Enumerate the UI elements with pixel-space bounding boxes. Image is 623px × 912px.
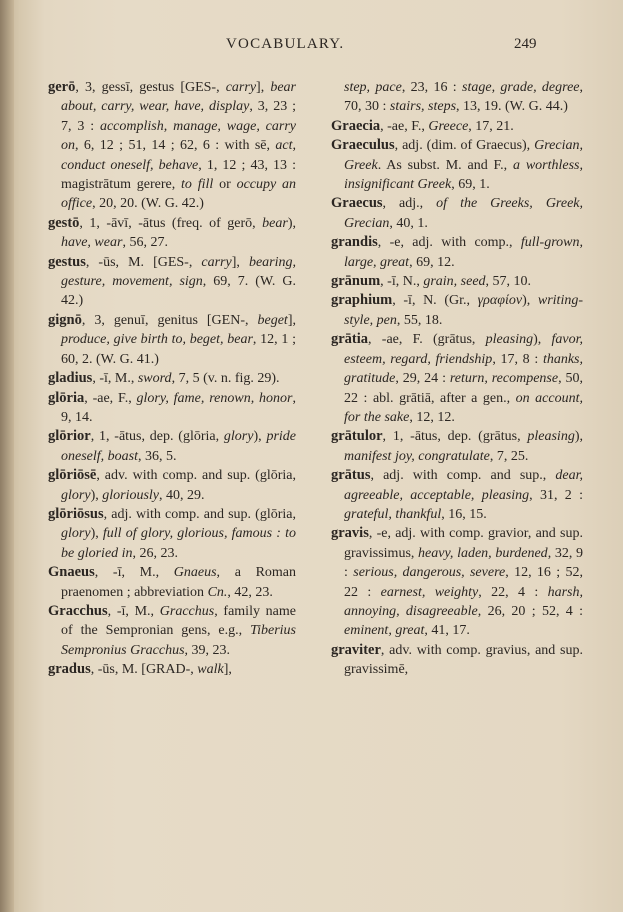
dictionary-entry	[331, 117, 583, 136]
entry-text: , 9, 14.	[61, 390, 296, 425]
entry-definition-italic: accomplish, manage, wage, carry on	[61, 118, 297, 154]
entry-text: , 56, 27.	[122, 235, 168, 251]
dictionary-entry	[331, 524, 583, 640]
entry-definition-italic: manifest joy, congratulate	[344, 448, 490, 464]
entry-text: , 70, 30 :	[344, 80, 583, 115]
entry-text: , 32, 9 :	[344, 545, 583, 581]
entry-headword: grandis	[331, 234, 378, 251]
entry-definition-italic: occupy an office	[61, 177, 296, 212]
entry-text: , 26, 23.	[132, 545, 179, 561]
entry-definition-italic: heavy, laden, burdened	[418, 545, 548, 561]
dictionary-entry	[48, 369, 296, 388]
entry-text: , -ūs, M. [GES-,	[85, 254, 202, 270]
entry-text: , 16, 15.	[441, 506, 487, 522]
entry-text: , 13, 19. (W. G. 44.)	[456, 99, 568, 115]
entry-text: , adv. with comp. gravius, and sup. gravissimē,	[344, 642, 583, 678]
entry-headword: gradus	[48, 661, 91, 678]
running-head	[0, 36, 623, 58]
entry-definition-italic: on account, for the sake	[344, 390, 583, 425]
entry-headword: grānum	[331, 273, 381, 290]
entry-text: , 1, -āvī, -ātus (freq. of gerō,	[79, 215, 263, 231]
entry-definition-italic: step, pace	[344, 80, 402, 95]
dictionary-entry	[48, 427, 296, 466]
entry-text: , adj. (dim. of Graecus),	[394, 138, 535, 154]
entry-definition-italic: return, recompense	[449, 371, 559, 387]
entry-text: , 7, 5 (v. n. fig. 29).	[171, 371, 280, 387]
entry-headword: Graeculus	[331, 137, 395, 154]
dictionary-entry	[331, 427, 583, 466]
entry-definition-italic: sword	[137, 371, 172, 387]
dictionary-entry	[48, 505, 296, 563]
entry-text: or	[213, 177, 237, 193]
entry-text: ],	[256, 80, 271, 95]
dictionary-entry	[48, 466, 296, 505]
entry-text: ],	[231, 254, 249, 270]
entry-text: , adj. with comp. and sup. (glōria,	[103, 506, 296, 522]
entry-definition-italic: glory	[223, 429, 254, 445]
page-number: 249	[514, 36, 537, 52]
entry-text: , 42, 23.	[227, 584, 273, 600]
entry-text: ),	[533, 332, 552, 348]
entry-text: ],	[287, 312, 296, 328]
dictionary-entry	[48, 78, 296, 214]
entry-headword: glōriōsē	[48, 467, 97, 484]
entry-headword: glōria	[48, 389, 85, 406]
entry-definition-italic: full of glory, glorious, famous : to be gloried in	[61, 526, 296, 561]
entry-text: , 12, 12.	[409, 409, 455, 425]
dictionary-entry	[48, 602, 296, 660]
entry-definition-italic: Cn.	[207, 584, 228, 600]
dictionary-entry	[331, 466, 583, 524]
page-title: VOCABULARY.	[226, 36, 345, 52]
entry-text: ),	[287, 215, 296, 231]
entry-headword: graviter	[331, 641, 381, 658]
entry-definition-italic: Greece	[428, 118, 469, 134]
entry-definition-italic: Gracchus	[159, 603, 215, 619]
entry-text: , -ī, M.,	[107, 603, 160, 619]
entry-headword: gestō	[48, 214, 80, 231]
entry-text: , 3, 23 ; 7, 3 :	[61, 99, 296, 134]
entry-text: , 12, 1 ; 60, 2. (W. G. 41.)	[61, 332, 296, 367]
entry-text: , 1, -ātus, dep. (grātus,	[382, 429, 528, 445]
entry-headword: grātus	[331, 467, 371, 484]
left-column	[48, 78, 296, 680]
dictionary-entry	[48, 389, 296, 428]
entry-headword: glōrior	[48, 428, 91, 445]
entry-definition-italic: serious, dangerous, severe	[353, 565, 506, 581]
entry-text: , 1, 12 ; 43, 13 : magistrātum gerere,	[61, 157, 296, 193]
entry-text: , 29, 24 :	[395, 371, 450, 387]
entry-definition-italic: carry	[225, 80, 257, 95]
book-gutter	[0, 0, 14, 912]
entry-headword: glōriōsus	[48, 505, 104, 522]
entry-text: , 69, 12.	[409, 254, 455, 270]
entry-text: , 69, 1.	[451, 177, 490, 193]
entry-definition-italic: glory	[61, 487, 91, 503]
entry-definition-italic: Gnaeus	[173, 565, 217, 581]
entry-definition-italic: have, wear	[61, 235, 123, 251]
entry-text: , 26, 20 ; 52, 4 :	[477, 603, 583, 619]
entry-text: , -ī, M.,	[92, 371, 138, 387]
entry-text: , 17, 21.	[468, 118, 514, 134]
entry-text: ),	[522, 293, 538, 309]
entry-definition-italic: harsh, annoying, disagreeable	[344, 584, 584, 619]
entry-text: ),	[90, 526, 103, 542]
entry-text: , -ūs, M. [GRAD-,	[90, 662, 198, 678]
entry-headword: grātulor	[331, 428, 383, 445]
entry-text: , -ae, F. (grātus,	[368, 332, 486, 348]
entry-text: , 57, 10.	[485, 274, 532, 290]
entry-text: , 3, genuī, genitus [GEN-,	[81, 312, 258, 328]
entry-text: , 50, 22 : abl. grātiā, after a gen.,	[344, 371, 583, 406]
entry-text: , -ae, F.,	[380, 118, 429, 134]
entry-definition-italic: full-grown, large, great	[344, 235, 583, 270]
dictionary-entry	[331, 291, 583, 330]
entry-definition-italic: act, conduct oneself, behave	[61, 138, 296, 173]
entry-definition-italic: bear about, carry, wear, have, display	[61, 80, 296, 115]
dictionary-entry	[331, 233, 583, 272]
dictionary-entry	[48, 311, 296, 369]
entry-definition-italic: stage, grade, degree	[462, 80, 580, 95]
entry-text: , family name of the Sempronian gens, e.g.,	[61, 603, 296, 639]
entry-definition-italic: grateful, thankful	[344, 506, 442, 522]
entry-definition-italic: a worthless, insignificant Greek	[344, 157, 583, 193]
entry-text: , 23, 16 :	[401, 80, 463, 95]
entry-definition-italic: eminent, great	[344, 623, 425, 639]
entry-text: , 39, 23.	[184, 642, 231, 658]
entry-headword: Graecus	[331, 195, 383, 212]
entry-definition-italic: to fill	[181, 177, 214, 193]
entry-definition-italic: grain, seed	[423, 274, 486, 290]
entry-text: , 6, 12 ; 51, 14 ; 62, 6 : with sē,	[75, 138, 276, 154]
right-column	[331, 78, 583, 680]
entry-definition-italic: dear, agreeable, acceptable, pleasing	[344, 468, 583, 503]
dictionary-entry	[331, 641, 583, 680]
dictionary-entry	[48, 660, 296, 679]
dictionary-entry	[331, 272, 583, 291]
entry-definition-italic: beget	[257, 312, 288, 328]
entry-text: ),	[253, 429, 267, 445]
entry-text: , adj.,	[382, 196, 437, 212]
entry-text: , 41, 17.	[424, 623, 470, 639]
entry-text: , 22, 4 :	[478, 584, 548, 600]
entry-headword: gravis	[331, 525, 369, 542]
entry-definition-italic: bear	[262, 215, 288, 231]
entry-definition-italic: pleasing	[527, 429, 575, 445]
entry-text: , 36, 5.	[138, 448, 177, 464]
dictionary-entry	[48, 253, 296, 311]
dictionary-entry	[48, 214, 296, 253]
entry-text: ],	[223, 662, 232, 678]
entry-headword: Graecia	[331, 117, 381, 134]
dictionary-entry	[331, 194, 583, 233]
entry-text: , -e, adj. with comp.,	[377, 235, 521, 251]
entry-text: . As subst. M. and F.,	[377, 157, 513, 173]
entry-definition-italic: thanks, gratitude	[344, 351, 583, 387]
entry-headword: Gnaeus	[48, 564, 95, 581]
entry-definition-italic: walk	[197, 662, 224, 678]
entry-text: , 12, 16 ; 52, 22 :	[344, 565, 584, 600]
entry-definition-italic: stairs, steps	[389, 99, 457, 115]
entry-definition-italic: Tiberius Sempronius Gracchus	[61, 623, 296, 658]
entry-text: , 20, 20. (W. G. 42.)	[92, 196, 204, 212]
entry-headword: gestus	[48, 253, 86, 270]
dictionary-entry	[331, 78, 583, 117]
entry-text: ),	[90, 487, 103, 503]
entry-definition-italic: favor, esteem, regard, friendship	[344, 332, 583, 367]
dictionary-entry	[331, 136, 583, 194]
entry-text: , adv. with comp. and sup. (glōria,	[96, 468, 296, 484]
entry-definition-italic: glory	[61, 526, 91, 542]
entry-definition-italic: of the Greeks, Greek, Grecian	[344, 196, 583, 231]
entry-definition-italic: Grecian, Greek	[344, 138, 583, 173]
entry-text: , 1, -ātus, dep. (glōria,	[90, 429, 224, 445]
entry-headword: grātia	[331, 331, 369, 348]
entry-text: , 17, 8 :	[492, 351, 543, 367]
entry-text: , -ī, N. (Gr.,	[392, 293, 478, 309]
entry-definition-italic: pleasing	[485, 332, 534, 348]
entry-text: , 40, 1.	[389, 215, 428, 231]
entry-text: , -ae, F.,	[84, 390, 137, 406]
entry-text: , 7, 25.	[489, 448, 529, 464]
entry-text: , 40, 29.	[159, 487, 205, 503]
entry-text: , -e, adj. with comp. gravior, and sup. gravissimus,	[344, 526, 583, 561]
entry-text: , adj. with comp. and sup.,	[370, 468, 556, 484]
entry-definition-italic: pride oneself, boast	[61, 429, 296, 464]
entry-headword: graphium	[331, 292, 393, 309]
entry-text: , 3, gessī, gestus [GES-,	[75, 80, 226, 95]
entry-text: , 31, 2 :	[529, 487, 583, 503]
entry-text: , 69, 7. (W. G. 42.)	[61, 274, 296, 309]
entry-definition-italic: gloriously	[102, 487, 160, 503]
entry-headword: gerō	[48, 79, 76, 95]
entry-headword: gignō	[48, 311, 82, 328]
entry-definition-italic: earnest, weighty	[380, 584, 479, 600]
entry-definition-italic: writing-style, pen	[344, 293, 583, 328]
entry-definition-italic: glory, fame, renown, honor	[136, 390, 293, 406]
entry-definition-italic: bearing, gesture, movement, sign	[61, 254, 296, 290]
entry-text: ),	[574, 429, 583, 445]
entry-headword: gladius	[48, 370, 93, 387]
dictionary-entry	[48, 563, 296, 602]
entry-definition-italic: produce, give birth to, beget, bear	[61, 332, 253, 348]
entry-text: , a Roman praenomen ; abbreviation	[61, 565, 297, 600]
entry-headword: Gracchus	[48, 602, 108, 619]
dictionary-entry	[331, 330, 583, 427]
entry-text: , 55, 18.	[396, 312, 443, 328]
entry-text: , -ī, N.,	[380, 274, 424, 290]
entry-definition-italic: carry	[201, 254, 232, 270]
entry-text: , -ī, M.,	[94, 565, 174, 581]
entry-definition-italic: γραφίον	[477, 293, 523, 309]
